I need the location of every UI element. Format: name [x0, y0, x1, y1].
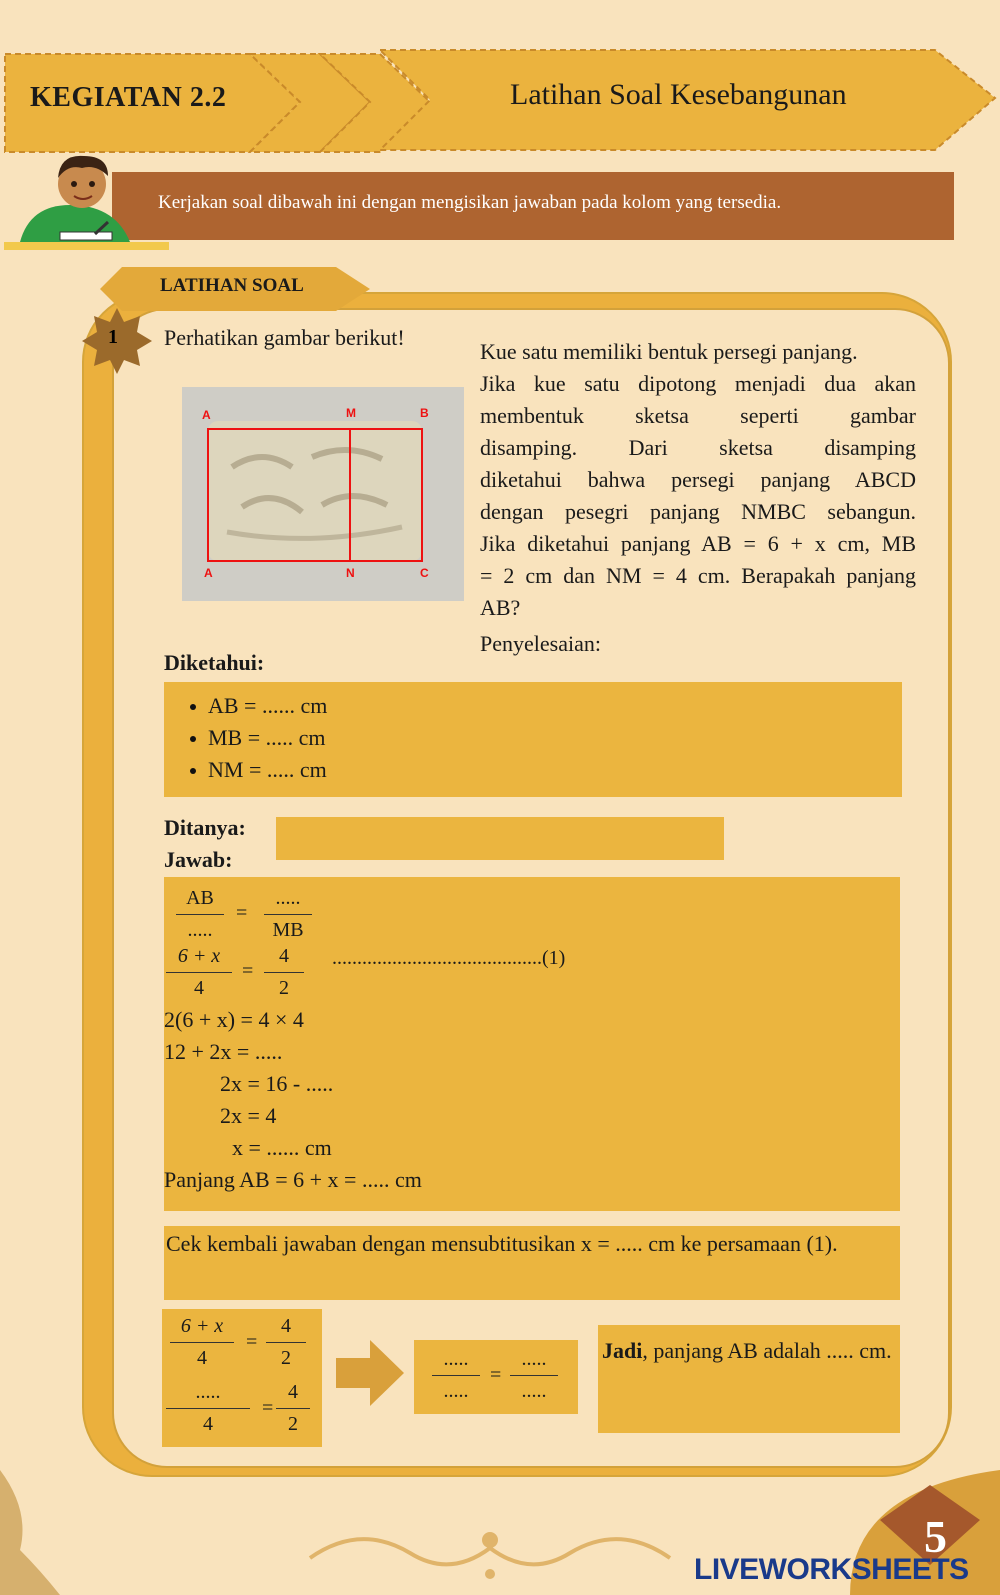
- conclusion-text[interactable]: , panjang AB adalah ..... cm.: [642, 1338, 892, 1363]
- equals-sign: =: [242, 960, 254, 982]
- fraction-numerator: 4: [279, 945, 289, 967]
- label-a-bottom: A: [204, 566, 213, 580]
- fraction-denominator: MB: [272, 919, 304, 941]
- diketahui-label: Diketahui:: [164, 650, 265, 675]
- instruction-bar: Kerjakan soal dibawah ini dengan mengisikan jawaban pada kolom yang tersedia.: [112, 172, 954, 240]
- fraction-denominator: 2: [279, 977, 289, 999]
- fraction-numerator[interactable]: .....: [195, 1381, 221, 1403]
- solution-step: 2x = 4: [220, 1103, 277, 1128]
- jawab-box[interactable]: [164, 877, 900, 1211]
- result-box[interactable]: [414, 1340, 578, 1414]
- result-fraction-right[interactable]: [510, 1348, 558, 1403]
- fraction-numerator: 4: [288, 1381, 298, 1403]
- fraction-numerator[interactable]: .....: [275, 887, 301, 909]
- diketahui-box[interactable]: [164, 682, 902, 797]
- equation-reference: ..........................................(1): [332, 947, 566, 969]
- diketahui-item[interactable]: MB = ..... cm: [186, 722, 902, 754]
- fraction-4-2: [264, 945, 304, 1000]
- story-line: Jika diketahui panjang AB = 6 + x cm, MB: [480, 531, 916, 556]
- fraction-numerator[interactable]: .....: [521, 1348, 547, 1370]
- fraction-numerator: 6 + x: [180, 1315, 224, 1337]
- equals-sign: =: [262, 1397, 274, 1419]
- result-fraction-left[interactable]: [432, 1348, 480, 1403]
- fraction-denominator: 2: [288, 1413, 298, 1435]
- page-number: 5: [924, 1511, 947, 1562]
- story-line: diketahui bahwa persegi panjang ABCD: [480, 467, 916, 492]
- jawab-label: Jawab:: [164, 847, 233, 872]
- ditanya-label: Ditanya:: [164, 815, 246, 840]
- sub-fraction-right-2: [276, 1381, 310, 1436]
- question-story: [480, 336, 916, 624]
- liveworksheets-logo[interactable]: LIVEWORKSHEETS: [694, 1553, 969, 1586]
- fraction-denominator[interactable]: .....: [187, 919, 213, 941]
- conclusion-box[interactable]: [598, 1325, 900, 1433]
- ornament-decoration: [300, 1518, 680, 1593]
- sub-fraction-left-2: [166, 1381, 250, 1436]
- story-line: membentuk sketsa seperti gambar: [480, 403, 916, 428]
- label-c: C: [420, 566, 429, 580]
- equals-sign: =: [236, 902, 248, 924]
- conclusion-bold: Jadi: [602, 1338, 643, 1363]
- solution-step[interactable]: x = ...... cm: [232, 1135, 332, 1160]
- story-line: Jika kue satu dipotong menjadi dua akan: [480, 371, 916, 396]
- fraction-denominator[interactable]: .....: [521, 1380, 547, 1402]
- ditanya-answer-field[interactable]: [276, 817, 724, 860]
- label-b: B: [420, 406, 429, 420]
- student-writing-icon: [0, 150, 175, 260]
- label-a-top: A: [202, 408, 211, 422]
- equals-sign: =: [246, 1331, 258, 1353]
- sub-fraction-left: [170, 1315, 234, 1370]
- solution-step[interactable]: 12 + 2x = .....: [164, 1039, 283, 1064]
- solution-step[interactable]: 2x = 16 - .....: [220, 1071, 334, 1096]
- section-tag-label: LATIHAN SOAL: [160, 275, 304, 296]
- fraction-numerator: 6 + x: [177, 945, 221, 967]
- fraction-denominator[interactable]: .....: [443, 1380, 469, 1402]
- fraction-denominator: 4: [194, 977, 204, 999]
- fraction-6x: [166, 945, 232, 1000]
- batik-decoration: [0, 1470, 60, 1595]
- solution-step[interactable]: Panjang AB = 6 + x = ..... cm: [164, 1167, 422, 1192]
- fraction-denominator: 2: [281, 1347, 291, 1369]
- fraction-denominator: 4: [203, 1413, 213, 1435]
- substitution-box[interactable]: [162, 1309, 322, 1447]
- label-m: M: [346, 406, 356, 420]
- story-line: disamping. Dari sketsa disamping: [480, 435, 916, 460]
- cek-box: Cek kembali jawaban dengan mensubtitusikan x = ..... cm ke persamaan (1).: [164, 1226, 900, 1300]
- activity-title: KEGIATAN 2.2: [30, 82, 227, 113]
- equals-sign: =: [490, 1364, 502, 1386]
- fraction-denominator: 4: [197, 1347, 207, 1369]
- diketahui-item[interactable]: AB = ...... cm: [186, 690, 902, 722]
- question-prompt: Perhatikan gambar berikut!: [164, 325, 405, 350]
- diketahui-item[interactable]: NM = ..... cm: [186, 754, 902, 786]
- fraction-numerator: AB: [186, 887, 214, 909]
- story-line: dengan pesegri panjang NMBC sebangun.: [480, 499, 916, 524]
- page-title: Latihan Soal Kesebangunan: [510, 78, 847, 111]
- cake-photo: [182, 387, 464, 601]
- fraction-mb: [264, 887, 312, 942]
- penyelesaian-label: Penyelesaian:: [480, 631, 601, 656]
- fraction-numerator: 4: [281, 1315, 291, 1337]
- arrow-right-icon: [336, 1340, 406, 1406]
- story-line: Kue satu memiliki bentuk persegi panjang.: [480, 339, 858, 364]
- story-line: AB?: [480, 595, 521, 620]
- story-line: = 2 cm dan NM = 4 cm. Berapakah panjang: [480, 563, 916, 588]
- sub-fraction-right: [266, 1315, 306, 1370]
- solution-step: 2(6 + x) = 4 × 4: [164, 1007, 304, 1032]
- fraction-numerator[interactable]: .....: [443, 1348, 469, 1370]
- label-n: N: [346, 566, 355, 580]
- question-number: 1: [108, 326, 118, 348]
- fraction-ab: [176, 887, 224, 942]
